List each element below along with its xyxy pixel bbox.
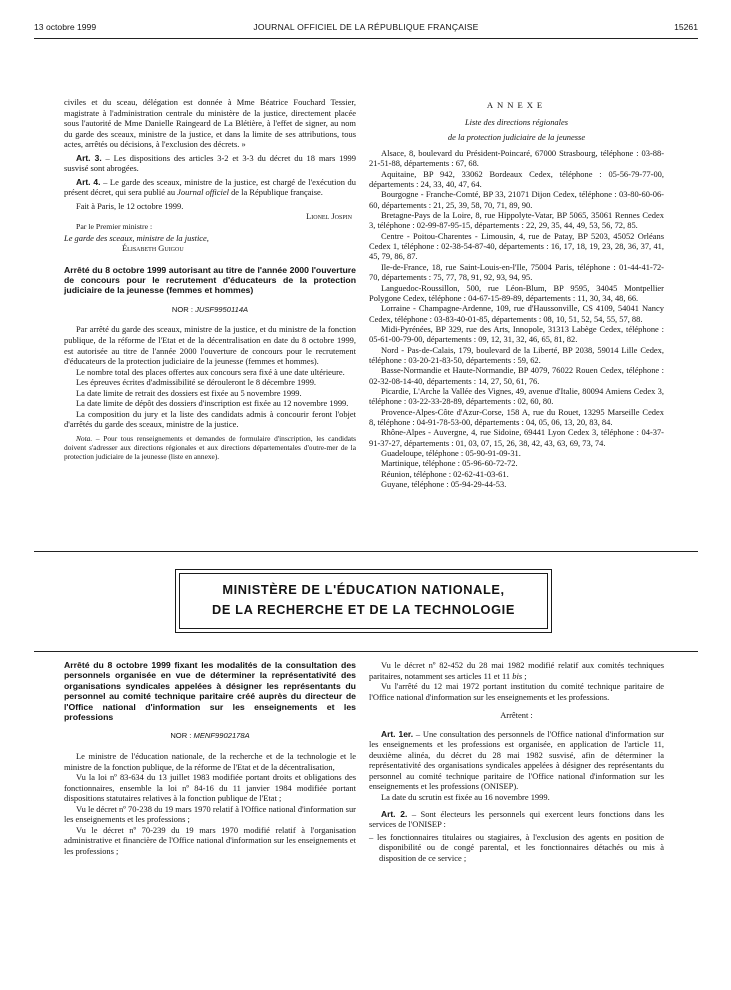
minister-role: Le garde des sceaux, ministre de la justice, [64,232,209,243]
onisep-nor-reference: NOR : MENF9902178A [170,731,250,741]
annexe-entry-alsace: Alsace, 8, boulevard du Président-Poincaré, 67000 Strasbourg, téléphone : 03-88-21-51-88, départements : 67, 68. [369,148,664,169]
visa-decret-82-452: Vu le décret nº 82-452 du 28 mai 1982 modifié relatif aux comités techniques paritaires, notamment ses articles 11 et 11 bis ; [369,660,664,681]
section-rule [34,551,698,552]
visa-paragraph: Vu le décret nº 70-239 du 19 mars 1970 modifié relatif à l'organisation administrative et financière de l'Office national d'information sur les enseignements et les professions ; [64,824,356,856]
nota-note: Nota. – Pour tous renseignements et demandes de formulaire d'inscription, les candidats doivent s'adresser aux directions régionales et aux directions départementales d'outre-mer de la protection judiciaire de la jeunesse (liste en annexe). [64,433,356,462]
annexe-entry-aquitaine: Aquitaine, BP 942, 33062 Bordeaux Cedex, téléphone : 05-56-79-77-00, départements : 24, 33, 40, 47, 64. [369,168,664,190]
annexe-entry-normandie: Basse-Normandie et Haute-Normandie, BP 4079, 76022 Rouen Cedex, téléphone : 02-32-08-14-40, départements : 14, 27, 50, 61, 76. [369,365,664,386]
annexe-entry-reunion: Réunion, téléphone : 02-62-41-03-61. [381,468,509,479]
running-header [34,22,698,36]
article-2: Art. 2. – Sont électeurs les personnels qui exercent leurs fonctions dans les services de l'ONISEP : [369,808,664,830]
annexe-entry-bourgogne: Bourgogne - Franche-Comté, BP 33, 21071 Dijon Cedex, téléphone : 03-80-60-06-60, départements : 21, 25, 39, 58, 70, 71, 89, 90. [369,189,664,210]
header-rule [34,38,698,39]
date-scrutin: La date du scrutin est fixée au 16 novembre 1999. [381,792,550,803]
article-3: Art. 3. – Les dispositions des articles 3-2 et 3-3 du décret du 18 mars 1999 susvisé sont abrogées. [64,152,356,174]
issue-date: 13 octobre 1999 [34,22,97,32]
annexe-entry-guyane: Guyane, téléphone : 05-94-29-44-53. [381,479,507,490]
annexe-entry-bretagne: Bretagne-Pays de la Loire, 8, rue Hippolyte-Vatar, BP 5065, 35061 Rennes Cedex 3, téléphone : 02-99-87-95-15, départements : 22, 29, 35, 44, 49, 53, 56, 72, 85. [369,210,664,231]
annexe-column [369,97,664,489]
par-le-premier-ministre: Par le Premier ministre : [76,222,153,232]
annexe-entry-midi-pyrenees: Midi-Pyrénées, BP 329, rue des Arts, Innopole, 31313 Labège Cedex, téléphone : 05-61-00-79-00, départements : 09, 12, 31, 32, 46, 65, 81, 82. [369,323,664,345]
ministry-box [175,569,552,633]
annexe-entry-lorraine: Lorraine - Champagne-Ardenne, 109, rue d'Haussonville, CS 4109, 54041 Nancy Cedex, téléphone : 03-83-40-01-85, départements : 08, 10, 51, 52, 54, 55, 57, 88. [369,303,664,324]
journal-title: JOURNAL OFFICIEL DE LA RÉPUBLIQUE FRANÇAISE [253,22,479,32]
ministry-line-1: MINISTÈRE DE L'ÉDUCATION NATIONALE, [222,582,505,597]
arrete-paragraph: La composition du jury et la liste des candidats admis à concourir feront l'objet d'arrêtés du garde des sceaux, ministre de la justice. [64,408,356,430]
visa-paragraph: Vu le décret nº 70-238 du 19 mars 1970 relatif à l'Office national d'information sur les enseignements et les professions ; [64,803,356,825]
minister-name: Élisabeth Guigou [122,243,184,254]
annexe-subtitle-1: Liste des directions régionales [464,117,569,128]
annexe-heading: ANNEXE [486,100,547,110]
arretent: Arrêtent : [500,710,533,721]
arrete-paragraph: Le nombre total des places offertes aux concours sera fixé à une date ultérieure. [76,366,345,377]
article-1: Art. 1er. – Une consultation des personnels de l'Office national d'information sur les enseignements et les professions est organisée, en application de l'article 11, deuxième alinéa, du décret du 28 mai 1982 susvisé, afin de déterminer la représentativité des organisations syndicales appelées à désigner des représentants du personnel au comité technique paritaire de l'Office national d'information sur les enseignements et les professions (ONISEP). [369,728,665,792]
bottom-left-column [64,660,356,856]
arrete-title: Arrêté du 8 octobre 1999 autorisant au titre de l'année 2000 l'ouverture de concours pour le recrutement d'éducateurs de la protection judiciaire de la jeunesse (femmes et hommes) [64,264,356,296]
onisep-arrete-title: Arrêté du 8 octobre 1999 fixant les modalités de la consultation des personnels organisée en vue de déterminer la représentativité des organisations syndicales appelées à désigner les représentants du personnel au comité technique paritaire créé auprès du directeur de l'Office national d'information sur les enseignements et les professions [64,660,356,723]
arrete-paragraph: La date limite de dépôt des dossiers d'inscription est fixée au 12 novembre 1999. [76,398,349,409]
visa-paragraph: Le ministre de l'éducation nationale, de la recherche et de la technologie et le ministre de la fonction publique, de la réforme de l'Etat et de la décentralisation, [64,750,356,772]
visa-arrete-1972: Vu l'arrêté du 12 mai 1972 portant institution du comité technique paritaire de l'Office national d'information sur les enseignements et les professions. [369,681,664,702]
annexe-entry-centre: Centre - Poitou-Charentes - Limousin, 4, rue de Patay, BP 5203, 45052 Orléans Cedex 1, téléphone : 02-38-54-87-40, départements : 16, 17, 18, 19, 23, 28, 36, 37, 41, 45, 79, 86, 87. [369,230,664,262]
annexe-entry-paca: Provence-Alpes-Côte d'Azur-Corse, 158 A, rue du Rouet, 13295 Marseille Cedex 8, téléphone : 04-91-78-53-00, départements : 04, 05, 06, 13, 20, 83, 84. [369,406,664,427]
annexe-entry-martinique: Martinique, téléphone : 05-96-60-72-72. [381,458,518,469]
left-column-top [64,97,356,462]
bottom-right-column [369,660,664,863]
arrete-paragraph: La date limite de retrait des dossiers est fixée au 5 novembre 1999. [76,387,302,398]
arrete-paragraph: Les épreuves écrites d'admissibilité se dérouleront le 8 décembre 1999. [76,377,317,388]
annexe-subtitle-2: de la protection judiciaire de la jeunesse [447,131,586,142]
visa-paragraph: Vu la loi nº 83-634 du 13 juillet 1983 modifiée portant droits et obligations des fonctionnaires, ensemble la loi nº 84-16 du 11 janvier 1984 modifiée portant dispositions statutaires relatives à la fonction publique de l'Etat ; [64,772,356,804]
signature-name: Lionel Jospin [306,211,352,222]
nor-reference: NOR : JUSF9950114A [171,304,249,314]
page-number: 15261 [674,22,698,32]
annexe-entry-rhone-alpes: Rhône-Alpes - Auvergne, 4, rue Sidoine, 69441 Lyon Cedex 3, téléphone : 04-37-91-37-27, départements : 01, 03, 07, 15, 26, 38, 42, 43, 63, 69, 73, 74. [369,427,664,448]
decree-continuation: civiles et du sceau, délégation est donnée à Mme Béatrice Fouchard Tessier, magistrate à l'administration centrale du ministère de la justice, directement placée sous l'autorité de Mme Danielle Raingeard de La Blétière, à l'effet de signer, au nom du garde des sceaux, ministre de la justice, et dans la limite de ses attributions, tous actes, arrêtés ou décisions, à l'exclusion des décrets. » [64,97,356,150]
electors-item: – les fonctionnaires titulaires ou stagiaires, à l'exclusion des agents en position de disponibilité ou de congé parental, et les fonctionnaires détachés ou mis à disposition de ce service ; [369,831,664,863]
annexe-entry-picardie: Picardie, L'Arche la Vallée des Vignes, 49, avenue d'Italie, 80094 Amiens Cedex 3, téléphone : 03-22-33-28-89, départements : 02, 60, 80. [369,385,664,407]
article-4: Art. 4. – Le garde des sceaux, ministre de la justice, est chargé de l'exécution du présent décret, qui sera publié au Journal officiel de la République française. [64,176,356,198]
annexe-entry-languedoc: Languedoc-Roussillon, 500, rue Léon-Blum, BP 9595, 34045 Montpellier Polygone Cedex, téléphone : 04-67-15-89-89, départements : 11, 30, 34, 48, 66. [369,282,664,303]
annexe-entry-nord: Nord - Pas-de-Calais, 179, boulevard de la Liberté, BP 2038, 59014 Lille Cedex, téléphone : 03-20-21-83-50, départements : 59, 62. [369,344,664,365]
arrete-paragraph: Par arrêté du garde des sceaux, ministre de la justice, et du ministre de la fonction publique, de la réforme de l'Etat et de la décentralisation en date du 8 octobre 1999, est autorisée au titre de l'année 2000 l'ouverture de concours pour le recrutement d'éducateurs de la protection judiciaire de la jeunesse (femmes et hommes). [64,324,356,367]
annexe-entry-guadeloupe: Guadeloupe, téléphone : 05-90-91-09-31. [381,448,521,458]
section-rule-bottom [34,651,698,652]
fait-a-paris: Fait à Paris, le 12 octobre 1999. [76,200,184,211]
ministry-line-2: DE LA RECHERCHE ET DE LA TECHNOLOGIE [212,602,515,617]
annexe-entry-ile-de-france: Ile-de-France, 18, rue Saint-Louis-en-l'Ile, 75004 Paris, téléphone : 01-44-41-72-70, départements : 75, 77, 78, 91, 92, 93, 94, 95. [369,261,664,283]
